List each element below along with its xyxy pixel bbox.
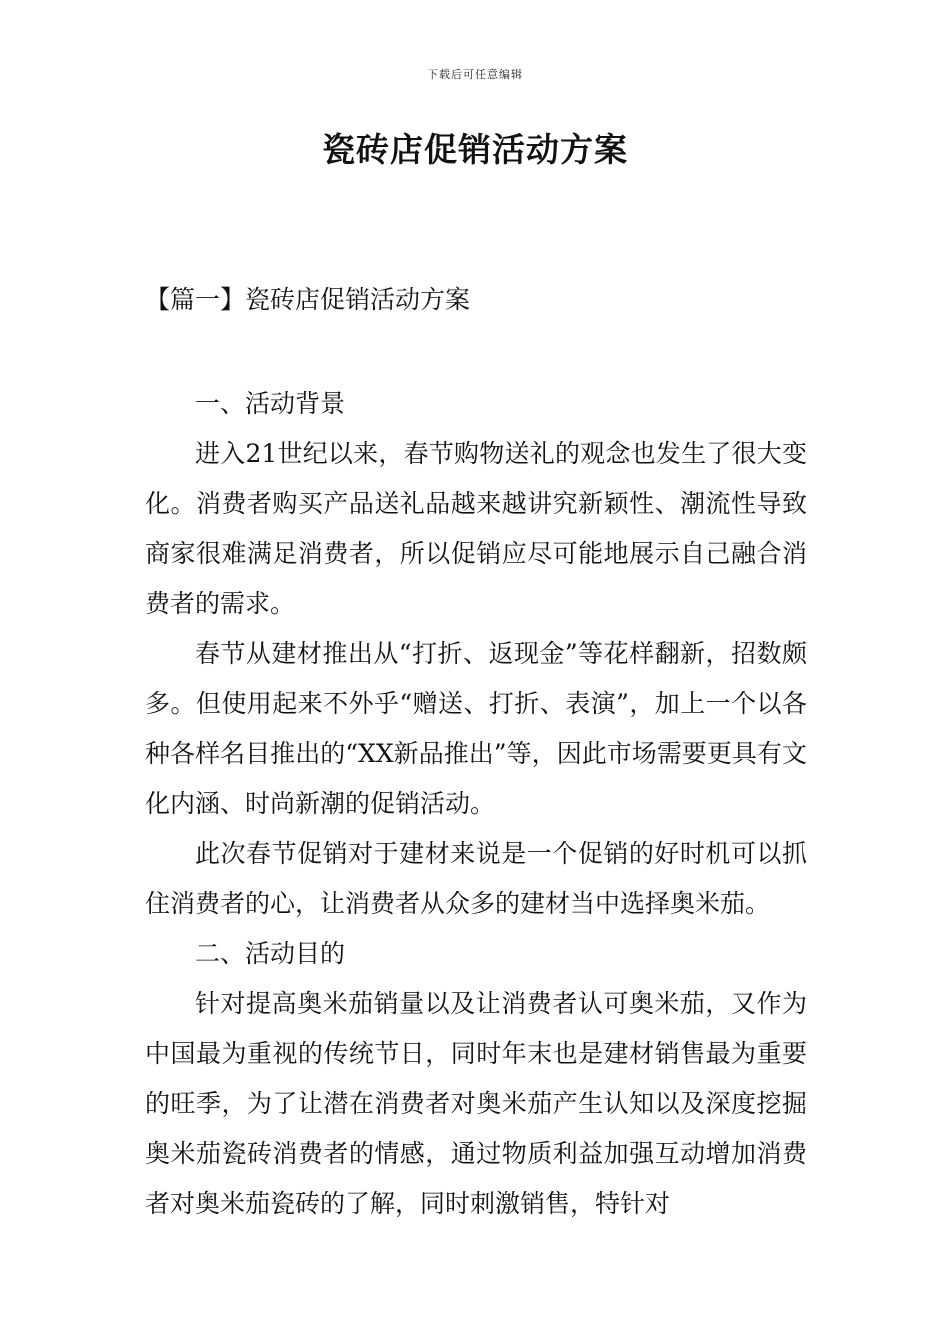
paragraph: 进入21世纪以来，春节购物送礼的观念也发生了很大变化。消费者购买产品送礼品越来越讲究新颖性、潮流性导致商家很难满足消费者，所以促销应尽可能地展示自己融合消费者的需求。 xyxy=(145,439,807,618)
document-body xyxy=(145,379,807,1229)
heading-activity-background: 一、活动背景 xyxy=(195,389,346,418)
paragraph: 春节从建材推出从“打折、返现金”等花样翻新，招数颇多。但使用起来不外乎“赠送、打折、表演”，加上一个以各种各样名目推出的“XX新品推出”等，因此市场需要更具有文化内涵、时尚新潮的促销活动。 xyxy=(145,639,807,818)
paragraph: 针对提高奥米茄销量以及让消费者认可奥米茄，又作为中国最为重视的传统节日，同时年末也是建材销售最为重要的旺季，为了让潜在消费者对奥米茄产生认知以及深度挖掘奥米茄瓷砖消费者的情感，通过物质利益加强互动增加消费者对奥米茄瓷砖的了解，同时刺激销售，特针对 xyxy=(145,989,807,1218)
paragraph: 此次春节促销对于建材来说是一个促销的好时机可以抓住消费者的心，让消费者从众多的建材当中选择奥米茄。 xyxy=(145,839,807,918)
section-heading: 【篇一】瓷砖店促销活动方案 xyxy=(145,285,471,314)
document-title: 瓷砖店促销活动方案 xyxy=(322,130,628,169)
header-note: 下载后可任意编辑 xyxy=(427,68,523,81)
heading-activity-purpose: 二、活动目的 xyxy=(195,939,346,968)
